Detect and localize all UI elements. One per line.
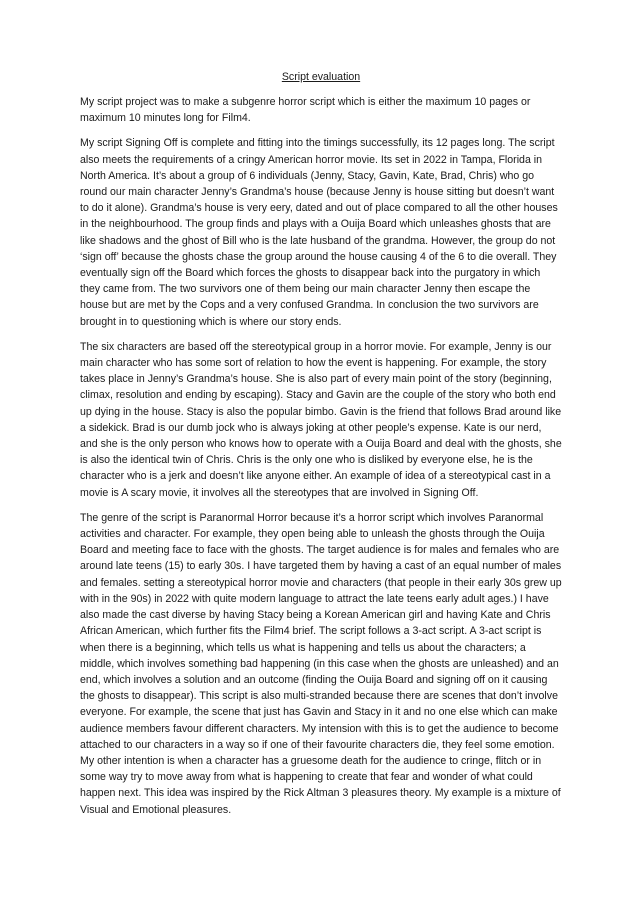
paragraph-genre: The genre of the script is Paranormal Horror because it’s a horror script which involves Paranormal activities and character. For example, they open being able to unleash the ghosts through the Ouija Board and meeting face to face with the ghosts. The target audience is for males and females who are around late teens (15) to early 30s. I have targeted them by having a cast of an equal number of males and females. setting a stereotypical horror movie and characters (that people in their early 30s grew up with in the 90s) in 2022 with quite modern language to attract the late teens early adult ages.) I have also made the cast diverse by having Stacy being a Korean American girl and having Kate and Chris African American, which further fits the Film4 brief. The script follows a 3-act script. A 3-act script is when there is a beginning, which tells us what is happening and tells us about the characters; a middle, which involves something bad happening (in this case when the ghosts are unleashed) and an end, which involves a solution and an outcome (finding the Ouija Board and signing off on it causing the ghosts to disappear). This script is also multi-stranded because there are scenes that don’t involve everyone. For example, the scene that just has Gavin and Stacy in it and no one else which can make audience members favour different characters. My intension with this is to get the audience to become attached to our characters in a way so if one of their favourite characters die, they feel some emotion. My other intention is when a character has a gruesome death for the audience to cringe, flitch or in some way try to move away from what is happening to create that fear and wonder of what could happen next. This idea was inspired by the Rick Altman 3 pleasures theory. My example is a mixture of Visual and Emotional pleasures. <box>80 511 562 816</box>
document-page <box>80 70 562 827</box>
paragraph-synopsis: My script Signing Off is complete and fitting into the timings successfully, its 12 pages long. The script also meets the requirements of a cringy American horror movie. Its set in 2022 in Tampa, Florida in North America. It’s about a group of 6 individuals (Jenny, Stacy, Gavin, Kate, Brad, Chris) who go round our main character Jenny’s Grandma’s house (because Jenny is house sitting but doesn’t want to do it alone). Grandma’s house is very eery, dated and out of place compared to all the other houses in the neighbourhood. The group finds and plays with a Ouija Board which unleashes ghosts that are like shadows and the ghost of Bill who is the late husband of the grandma. However, the group do not ‘sign off’ because the ghosts chase the group around the house causing 4 of the 6 to die overall. They eventually sign off the Board which forces the ghosts to disappear back into the purgatory in which they came from. The two survivors one of them being our main character Jenny then escape the house but are met by the Cops and a very confused Grandma. In conclusion the two survivors are brought in to questioning which is where our story ends. <box>80 137 558 328</box>
paragraph-characters: The six characters are based off the stereotypical group in a horror movie. For example, Jenny is our main character who has some sort of relation to how the event is happening. For example, the story takes place in Jenny’s Grandma’s house. She is also part of every main point of the story (beginning, climax, resolution and ending by escaping). Stacy and Gavin are the couple of the story who both end up dying in the house. Stacy is also the popular bimbo. Gavin is the friend that follows Brad around like a sidekick. Brad is our dumb jock who is always joking at other people’s expense. Kate is our nerd, and she is the only person who knows how to operate with a Ouija Board and deal with the ghosts, she is also the identical twin of Chris. Chris is the only one who is disliked by everyone else, he is the character who is a jerk and doesn’t like anyone either. An example of idea of a stereotypical cast in a movie is A scary movie, it involves all the stereotypes that are involved in Signing Off. <box>80 340 562 499</box>
document-title: Script evaluation <box>281 71 361 83</box>
paragraph-intro: My script project was to make a subgenre horror script which is either the maximum 10 pages or maximum 10 minutes long for Film4. <box>80 96 531 125</box>
